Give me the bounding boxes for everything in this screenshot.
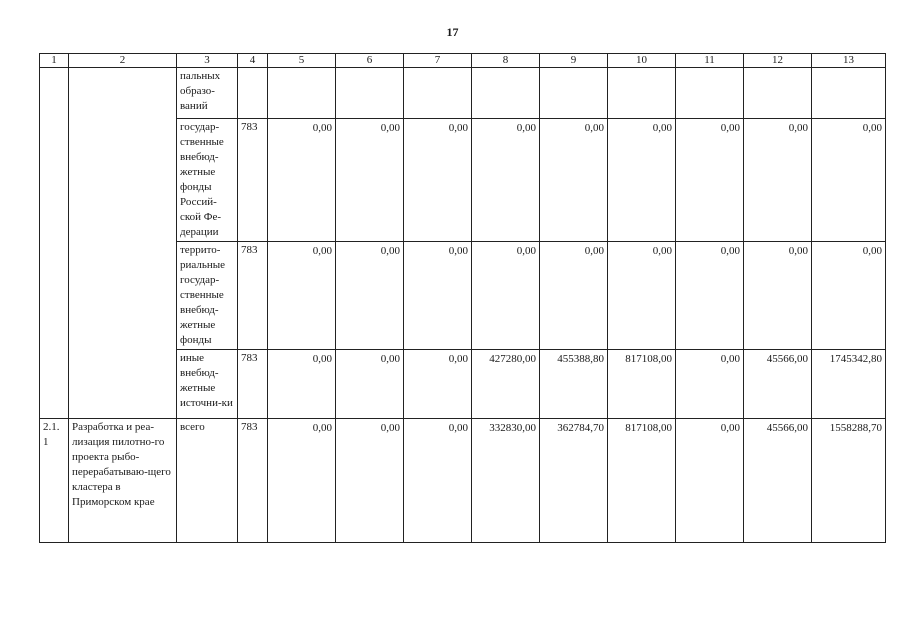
value-cell [744,68,812,119]
value-cell [336,68,404,119]
item-number [40,68,69,119]
header-cell: 4 [238,54,268,68]
value-cell: 1558288,70 [812,419,886,543]
value-cell: 0,00 [676,119,744,242]
item-name [69,350,177,419]
value-cell: 0,00 [404,350,472,419]
value-cell [472,68,540,119]
value-cell: 0,00 [336,350,404,419]
item-name [69,242,177,350]
header-cell: 2 [69,54,177,68]
item-number [40,242,69,350]
value-cell: 0,00 [268,350,336,419]
value-cell: 0,00 [744,242,812,350]
code-cell: 783 [238,419,268,543]
value-cell: 0,00 [608,242,676,350]
value-cell: 817108,00 [608,350,676,419]
value-cell [676,68,744,119]
funding-source: пальных образо-ваний [177,68,238,119]
value-cell: 0,00 [540,119,608,242]
value-cell: 0,00 [404,119,472,242]
table-row [40,419,886,543]
value-cell [608,68,676,119]
value-cell: 0,00 [268,242,336,350]
value-cell: 45566,00 [744,350,812,419]
header-cell: 13 [812,54,886,68]
header-cell: 11 [676,54,744,68]
item-name: Разработка и реа-лизация пилотно-го проекта рыбо-перерабатываю-щего кластера в Приморском крае [69,419,177,543]
value-cell: 0,00 [404,242,472,350]
budget-table [39,53,886,543]
code-cell: 783 [238,119,268,242]
value-cell [812,68,886,119]
header-cell: 6 [336,54,404,68]
header-cell: 9 [540,54,608,68]
value-cell: 0,00 [540,242,608,350]
value-cell: 0,00 [336,119,404,242]
header-row [40,54,886,68]
item-name [69,119,177,242]
table-row [40,68,886,119]
header-cell: 12 [744,54,812,68]
header-cell: 7 [404,54,472,68]
value-cell: 0,00 [336,419,404,543]
item-name [69,68,177,119]
value-cell: 0,00 [676,242,744,350]
header-cell: 10 [608,54,676,68]
value-cell [404,68,472,119]
code-cell: 783 [238,350,268,419]
funding-source: всего [177,419,238,543]
value-cell: 0,00 [336,242,404,350]
table-row [40,350,886,419]
value-cell: 0,00 [472,119,540,242]
value-cell: 455388,80 [540,350,608,419]
value-cell: 332830,00 [472,419,540,543]
value-cell: 0,00 [744,119,812,242]
header-cell: 1 [40,54,69,68]
value-cell: 0,00 [676,419,744,543]
value-cell: 45566,00 [744,419,812,543]
item-number [40,119,69,242]
value-cell: 0,00 [268,419,336,543]
value-cell: 817108,00 [608,419,676,543]
table-row [40,119,886,242]
item-number [40,350,69,419]
value-cell: 0,00 [472,242,540,350]
code-cell [238,68,268,119]
header-cell: 3 [177,54,238,68]
value-cell: 0,00 [812,119,886,242]
value-cell: 1745342,80 [812,350,886,419]
code-cell: 783 [238,242,268,350]
value-cell: 0,00 [812,242,886,350]
header-cell: 8 [472,54,540,68]
header-cell: 5 [268,54,336,68]
page-number: 17 [446,25,459,39]
funding-source: иные внебюд-жетные источни-ки [177,350,238,419]
item-number: 2.1. 1 [40,419,69,543]
value-cell: 0,00 [268,119,336,242]
value-cell: 0,00 [608,119,676,242]
value-cell [268,68,336,119]
funding-source: государ-ственные внебюд-жетные фонды Россий-ской Фе-дерации [177,119,238,242]
value-cell: 0,00 [404,419,472,543]
table-row [40,242,886,350]
value-cell: 0,00 [676,350,744,419]
value-cell: 427280,00 [472,350,540,419]
value-cell [540,68,608,119]
funding-source: террито-риальные государ-ственные внебюд-жетные фонды [177,242,238,350]
value-cell: 362784,70 [540,419,608,543]
